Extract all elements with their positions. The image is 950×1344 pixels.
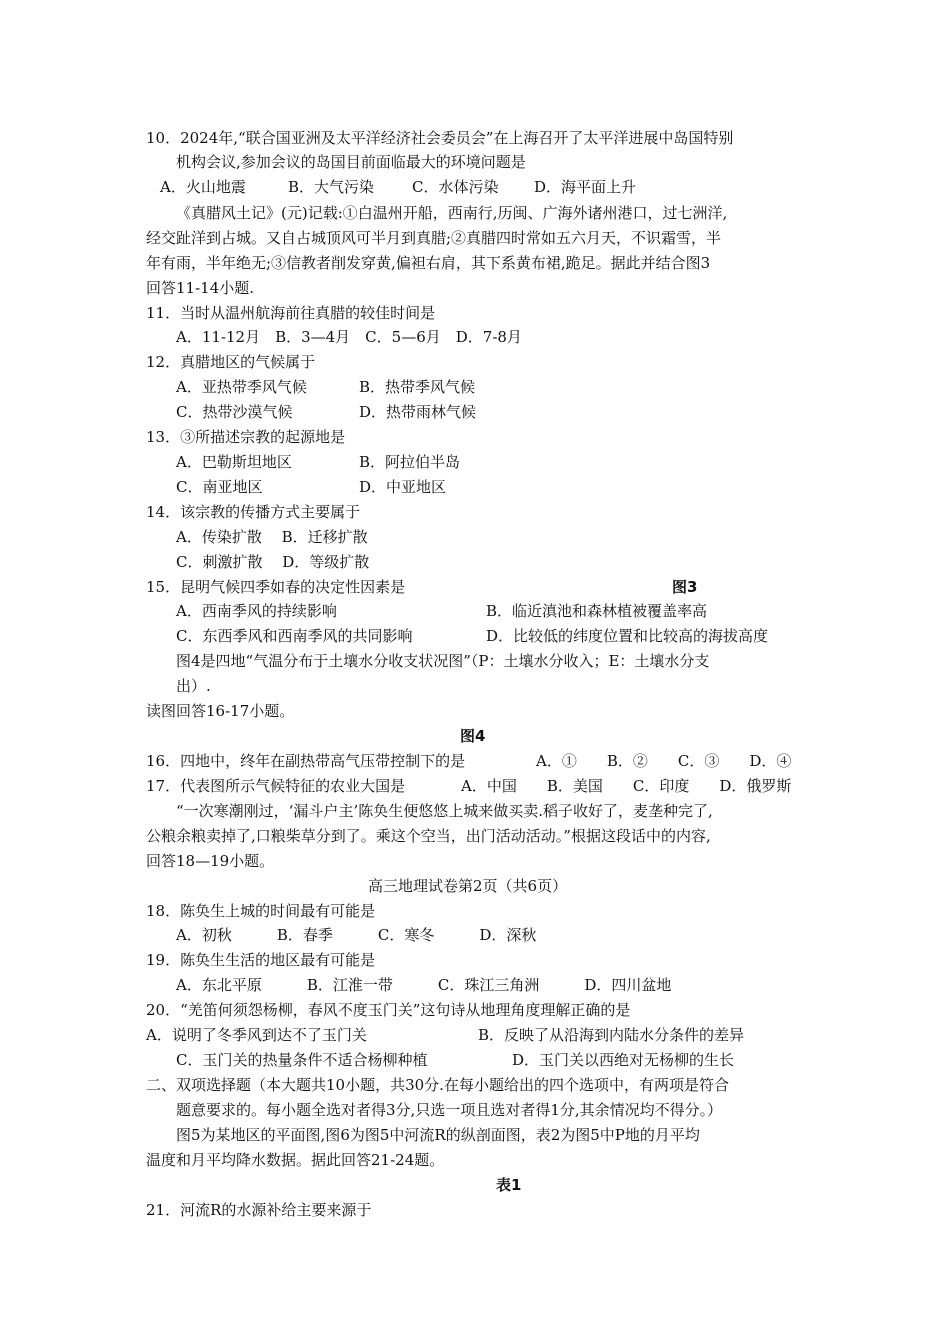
figure-4-caption: 图4 (460, 727, 486, 745)
q12-options-row1 (176, 377, 475, 397)
q12-option-a: A．亚热带季风气候 (176, 378, 307, 396)
passage1-line3: 年有雨，半年绝无;③信教者削发穿黄,偏袒右肩，其下系黄布裙,跪足。据此并结合图3 (146, 254, 711, 272)
q10-stem-line1: 10．2024年,“联合国亚洲及太平洋经济社会委员会”在上海召开了太平洋进展中岛国特别 (146, 129, 734, 147)
passage4-line1: 图5为某地区的平面图,图6为图5中河流R的纵剖面图，表2为图5中P地的月平均 (176, 1126, 700, 1144)
q18-stem: 18．陈奂生上城的时间最有可能是 (146, 902, 376, 920)
q10-option-a: A．火山地震 (160, 178, 246, 196)
passage3-line2: 公粮余粮卖掉了,口粮柴草分到了。乘这个空当，出门活动活动。”根据这段话中的内容, (146, 827, 711, 845)
q10-options (160, 177, 636, 197)
q17-stem: 17．代表图所示气候特征的农业大国是 (146, 777, 406, 795)
q15-option-b: B．临近滇池和森林植被覆盖率高 (486, 602, 708, 620)
q15-option-d: D．比较低的纬度位置和比较高的海拔高度 (486, 627, 769, 645)
q18-options: A．初秋 B．春季 C．寒冬 D．深秋 (176, 926, 537, 944)
passage3-line3: 回答18—19小题。 (146, 852, 275, 870)
table-1-caption: 表1 (496, 1176, 522, 1194)
q13-option-b: B．阿拉伯半岛 (359, 453, 461, 471)
q15-stem: 15．昆明气候四季如春的决定性因素是 (146, 578, 406, 596)
q16 (146, 751, 791, 771)
q20-option-d: D．玉门关以西绝对无杨柳的生长 (512, 1051, 735, 1069)
q10-option-d: D．海平面上升 (534, 178, 637, 196)
passage2-line3: 读图回答16-17小题。 (146, 702, 295, 720)
q15-option-c: C．东西季风和西南季风的共同影响 (176, 627, 413, 645)
section2-heading-line2: 题意要求的。每小题全选对者得3分,只选一项且选对者得1分,其余情况均不得分。） (176, 1101, 723, 1119)
passage2-line2: 出）. (176, 677, 211, 695)
q20-option-c: C．玉门关的热量条件不适合杨柳种植 (176, 1051, 428, 1069)
q13-stem: 13．③所描述宗教的起源地是 (146, 428, 346, 446)
q12-options-row2 (176, 402, 476, 422)
q14-stem: 14．该宗教的传播方式主要属于 (146, 503, 361, 521)
q19-options: A．东北平原 B．江淮一带 C．珠江三角洲 D．四川盆地 (176, 976, 672, 994)
q17 (146, 776, 791, 796)
passage2-line1: 图4是四地“气温分布于土壤水分收支状况图”（P：土壤水分收入；E：土壤水分支 (176, 652, 710, 670)
section2-heading-line1: 二、双项选择题（本大题共10小题，共30分.在每小题给出的四个选项中，有两项是符合 (146, 1076, 729, 1094)
q20-stem: 20．“羌笛何须怨杨柳，春风不度玉门关”这句诗从地理角度理解正确的是 (146, 1001, 631, 1019)
q10-option-c: C．水体污染 (412, 178, 499, 196)
figure-3-caption: 图3 (672, 578, 698, 596)
q12-option-b: B．热带季风气候 (359, 378, 476, 396)
q20-option-a: A．说明了冬季风到达不了玉门关 (146, 1026, 367, 1044)
q14-options-row1: A．传染扩散 B．迁移扩散 (176, 528, 368, 546)
q13-option-c: C．南亚地区 (176, 478, 263, 496)
passage4-line2: 温度和月平均降水数据。据此回答21-24题。 (146, 1151, 445, 1169)
q12-stem: 12．真腊地区的气候属于 (146, 353, 316, 371)
passage1-line2: 经交趾洋到占城。又自占城顶风可半月到真腊;②真腊四时常如五六月天，不识霜雪，半 (146, 229, 722, 247)
q12-option-d: D．热带雨林气候 (359, 403, 477, 421)
q16-stem: 16．四地中，终年在副热带高气压带控制下的是 (146, 752, 466, 770)
page-footer: 高三地理试卷第2页（共6页） (368, 877, 568, 895)
q13-options-row1 (176, 452, 460, 472)
q19-stem: 19．陈奂生生活的地区最有可能是 (146, 951, 376, 969)
q14-options-row2: C．刺激扩散 D．等级扩散 (176, 553, 370, 571)
q16-options: A．① B．② C．③ D．④ (536, 752, 792, 770)
passage3-line1: “一次寒潮刚过，‘漏斗户主’陈奂生便悠悠上城来做买卖.稻子收好了，麦垄种完了, (176, 802, 713, 820)
q13-option-a: A．巴勒斯坦地区 (176, 453, 292, 471)
passage1-line1: 《真腊风土记》(元)记载:①白温州开船，西南行,历闽、广海外诸州港口，过七洲洋, (176, 204, 728, 222)
q12-option-c: C．热带沙漠气候 (176, 403, 293, 421)
passage1-line4: 回答11-14小题. (146, 279, 255, 297)
q15-option-a: A．西南季风的持续影响 (176, 602, 337, 620)
q11-options: A．11-12月 B．3—4月 C．5—6月 D．7-8月 (176, 328, 522, 346)
q11-stem: 11．当时从温州航海前往真腊的较佳时间是 (146, 304, 436, 322)
q13-options-row2 (176, 477, 446, 497)
q20-option-b: B．反映了从沿海到内陆水分条件的差异 (478, 1026, 745, 1044)
q10-option-b: B．大气污染 (288, 178, 375, 196)
q13-option-d: D．中亚地区 (359, 478, 447, 496)
q17-options: A．中国 B．美国 C．印度 D．俄罗斯 (461, 777, 792, 795)
q10-stem-line2: 机构会议,参加会议的岛国目前面临最大的环境问题是 (176, 153, 526, 171)
q21-stem: 21．河流R的水源补给主要来源于 (146, 1201, 372, 1219)
